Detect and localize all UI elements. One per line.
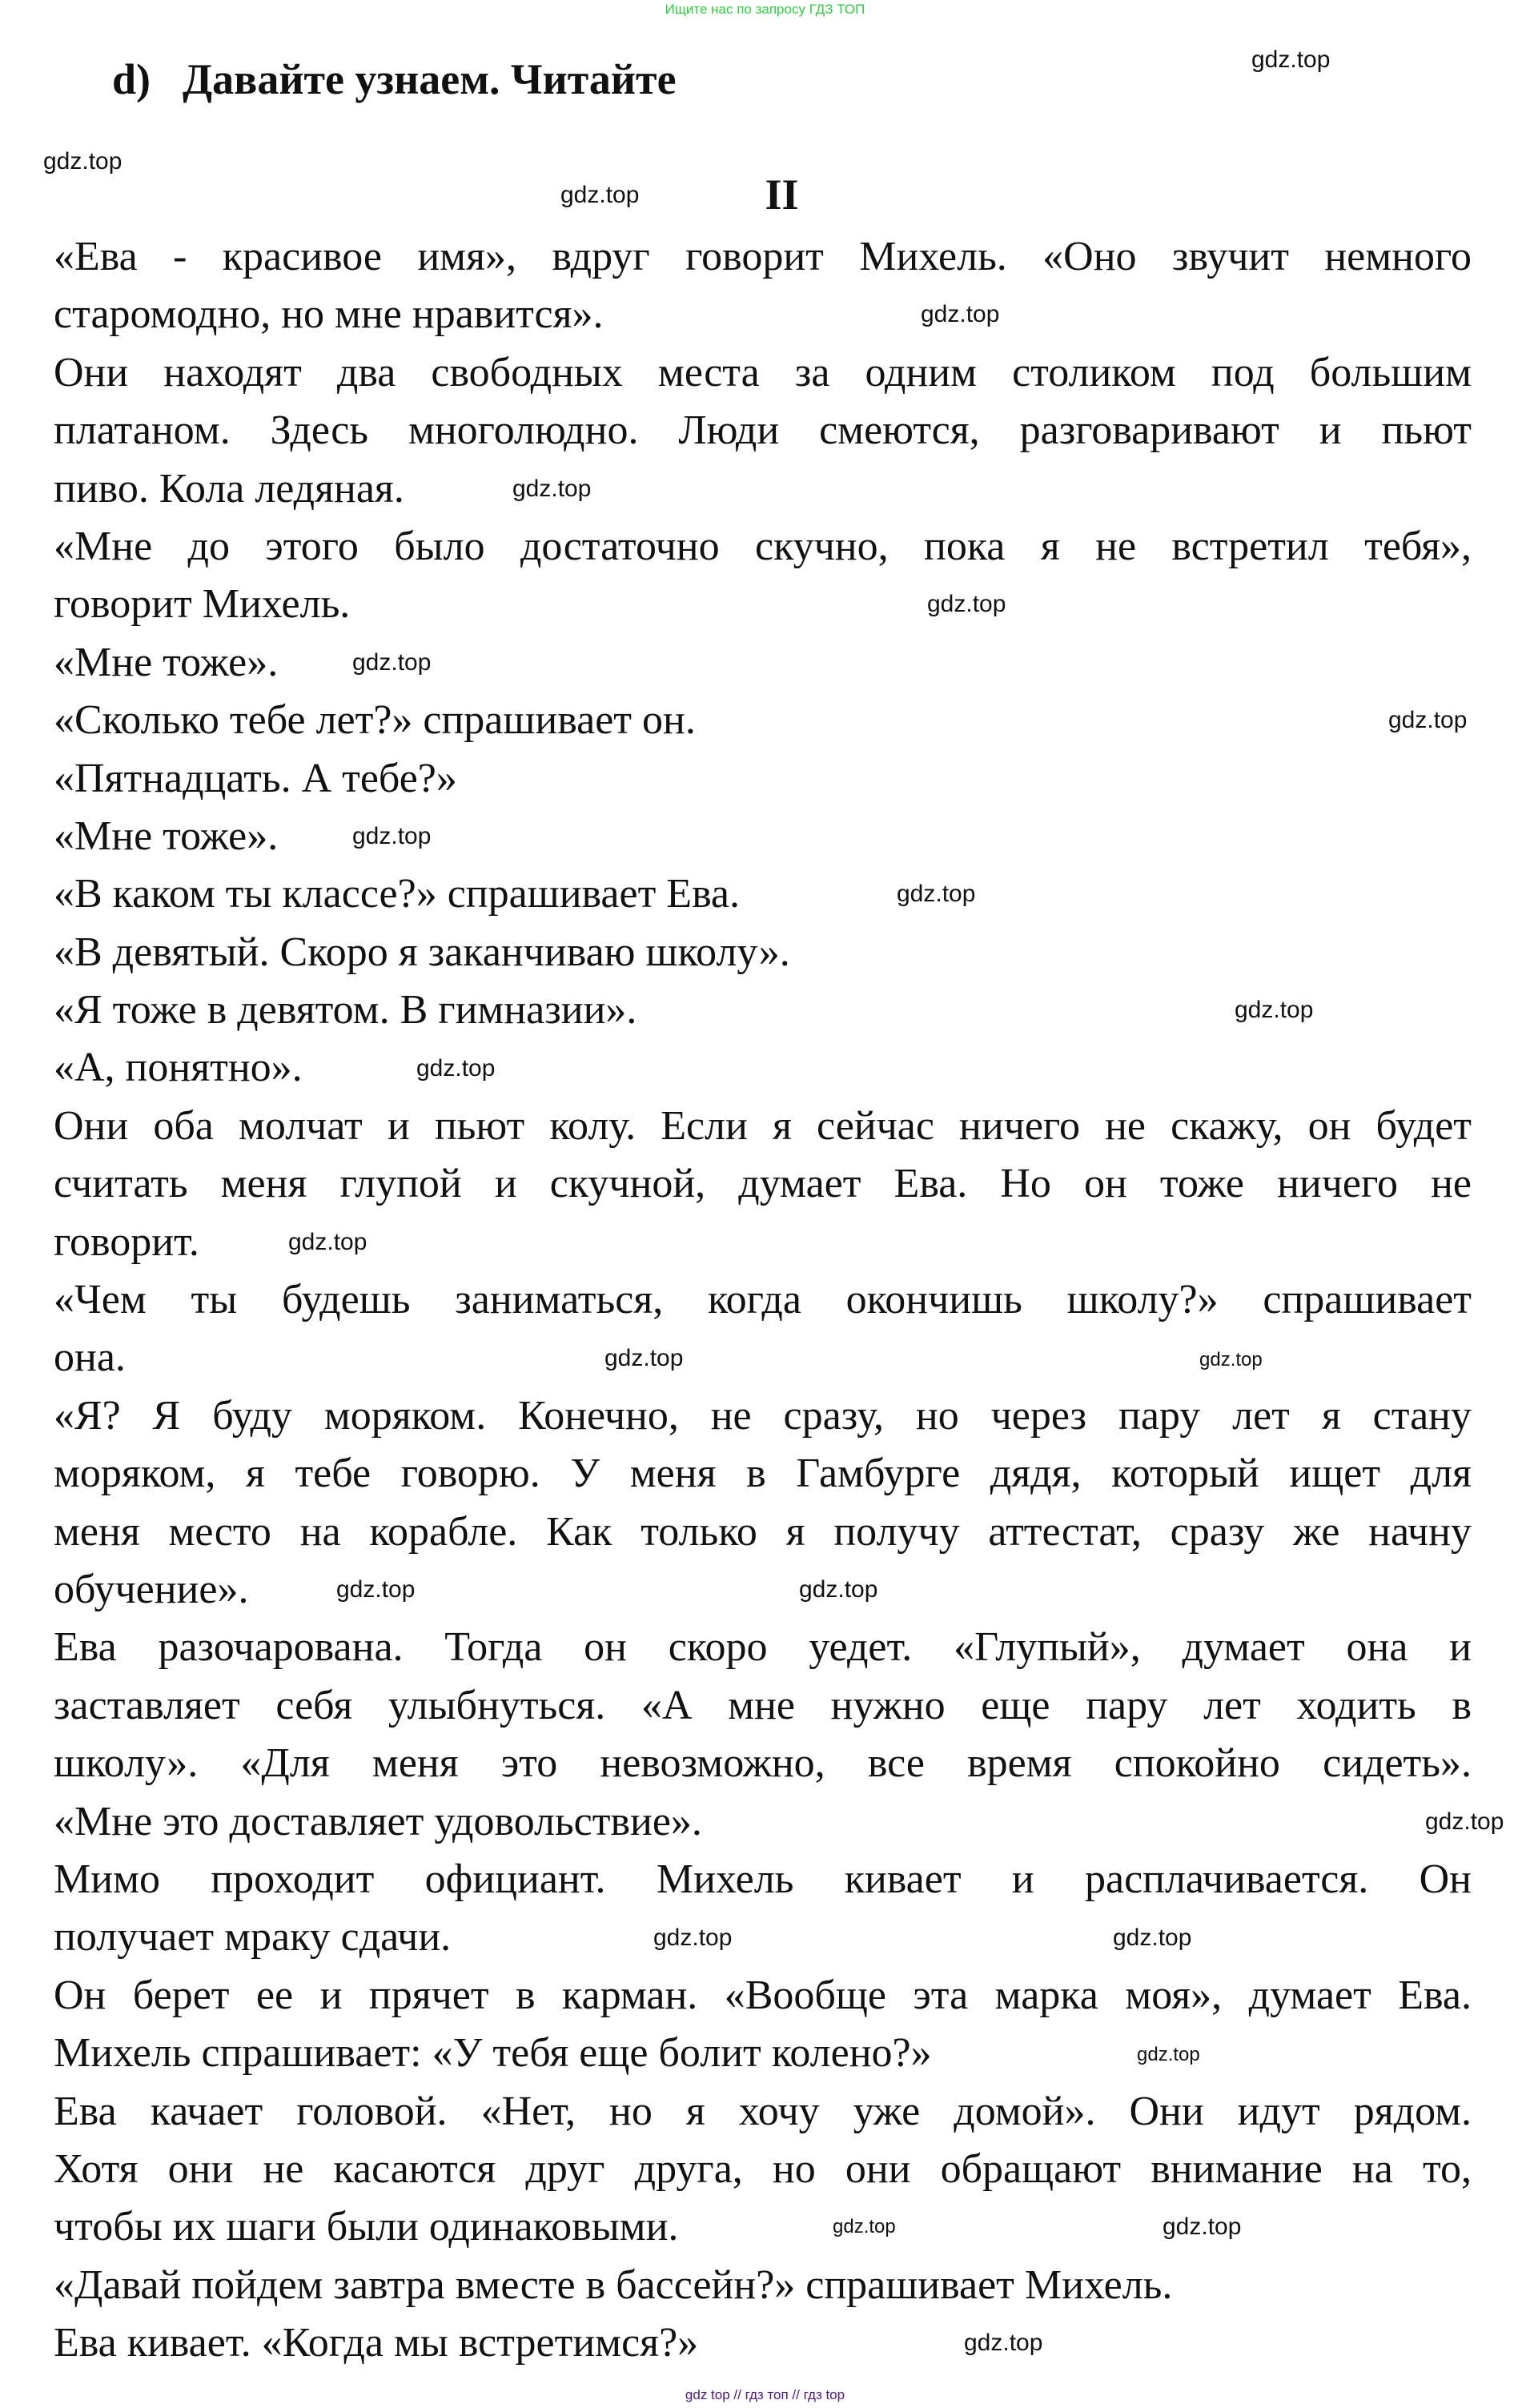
watermark: gdz.top	[897, 881, 976, 907]
part-number: II	[765, 171, 799, 219]
text-line: «Мне это доставляет удовольствие».	[54, 1798, 702, 1844]
text-line: «Мне тоже».	[54, 813, 279, 859]
text-line: Ева разочарована. Тогда он скоро уедет. «Глупый», думает она и	[54, 1624, 1472, 1671]
watermark: gdz.top	[560, 182, 640, 208]
text-line: «Мне до этого было достаточно скучно, пока я не встретил тебя»,	[54, 523, 1472, 569]
text-line: считать меня глупой и скучной, думает Ева. Но он тоже ничего не	[54, 1161, 1472, 1207]
text-line: Ева качает головой. «Нет, но я хочу уже домой». Они идут рядом.	[54, 2088, 1472, 2134]
text-line: Они оба молчат и пьют колу. Если я сейчас ничего не скажу, он будет	[54, 1102, 1472, 1149]
watermark: gdz.top	[352, 823, 432, 849]
exercise-title: Давайте узнаем. Читайте	[183, 55, 677, 103]
text-line: чтобы их шаги были одинаковыми.	[54, 2204, 679, 2250]
watermark: gdz.top	[1199, 1349, 1263, 1371]
text-line: «Пятнадцать. А тебе?»	[54, 755, 457, 801]
text-line: получает мраку сдачи.	[54, 1914, 452, 1961]
watermark: gdz.top	[833, 2216, 896, 2237]
watermark: gdz.top	[964, 2330, 1043, 2356]
text-line: «Мне тоже».	[54, 639, 279, 685]
watermark: gdz.top	[1113, 1924, 1192, 1951]
text-line: Они находят два свободных места за одним столиком под большим	[54, 349, 1472, 395]
text-line: говорит.	[54, 1218, 199, 1265]
watermark: gdz.top	[1251, 46, 1331, 73]
watermark: gdz.top	[604, 1345, 684, 1371]
watermark: gdz.top	[653, 1924, 733, 1951]
watermark: gdz.top	[352, 649, 432, 676]
watermark: gdz.top	[927, 591, 1006, 617]
watermark: gdz.top	[416, 1055, 496, 1082]
text-line: говорит Михель.	[54, 581, 351, 628]
exercise-label: d)	[112, 55, 151, 103]
text-line: «В девятый. Скоро я заканчиваю школу».	[54, 929, 790, 975]
watermark: gdz.top	[799, 1576, 878, 1603]
watermark: gdz.top	[512, 476, 592, 502]
text-line: «Ева - красивое имя», вдруг говорит Михель. «Оно звучит немного	[54, 234, 1472, 279]
text-line: платаном. Здесь многолюдно. Люди смеются, разговаривают и пьют	[54, 407, 1472, 454]
text-line: «Давай пойдем завтра вместе в бассейн?» спрашивает Михель.	[54, 2262, 1173, 2308]
footer-watermark: gdz top // гдз топ // гдз top	[685, 2387, 845, 2402]
text-line: школу». «Для меня это невозможно, все время спокойно сидеть».	[54, 1740, 1472, 1787]
watermark: gdz.top	[288, 1229, 367, 1255]
text-line: «Чем ты будешь заниматься, когда окончишь школу?» спрашивает	[54, 1277, 1472, 1323]
text-line: Михель спрашивает: «У тебя еще болит колено?»	[54, 2030, 932, 2077]
text-line: «Сколько тебе лет?» спрашивает он.	[54, 697, 696, 744]
watermark: gdz.top	[336, 1576, 416, 1603]
text-line: меня место на корабле. Как только я получу аттестат, сразу же начну	[54, 1508, 1472, 1555]
exercise-heading	[112, 54, 677, 104]
watermark: gdz.top	[1163, 2213, 1242, 2240]
text-line: Он берет ее и прячет в карман. «Вообще эта марка моя», думает Ева.	[54, 1972, 1472, 2018]
reading-text	[54, 228, 1472, 2372]
text-line: моряком, я тебе говорю. У меня в Гамбурге дядя, который ищет для	[54, 1451, 1472, 1497]
watermark: gdz.top	[921, 301, 1000, 327]
text-line: она.	[54, 1334, 126, 1381]
text-line: пиво. Кола ледяная.	[54, 465, 404, 512]
watermark: gdz.top	[1425, 1808, 1504, 1835]
text-line: Мимо проходит официант. Михель кивает и расплачивается. Он	[54, 1856, 1472, 1902]
text-line: обучение».	[54, 1566, 249, 1612]
watermark: gdz.top	[1137, 2044, 1200, 2065]
text-line: Хотя они не касаются друг друга, но они обращают внимание на то,	[54, 2145, 1472, 2192]
text-line: «Я? Я буду моряком. Конечно, не сразу, но через пару лет я стану	[54, 1392, 1472, 1439]
text-line: заставляет себя улыбнуться. «А мне нужно еще пару лет ходить в	[54, 1682, 1472, 1728]
text-line: «А, понятно».	[54, 1045, 303, 1091]
text-line: «В каком ты классе?» спрашивает Ева.	[54, 871, 741, 917]
text-line: старомодно, но мне нравится».	[54, 291, 604, 338]
text-line: «Я тоже в девятом. В гимназии».	[54, 987, 637, 1033]
watermark: gdz.top	[1388, 707, 1468, 733]
search-banner: Ищите нас по запросу ГДЗ ТОП	[665, 2, 865, 17]
watermark: gdz.top	[43, 148, 122, 175]
text-line: Ева кивает. «Когда мы встретимся?»	[54, 2320, 699, 2366]
watermark: gdz.top	[1235, 997, 1314, 1023]
